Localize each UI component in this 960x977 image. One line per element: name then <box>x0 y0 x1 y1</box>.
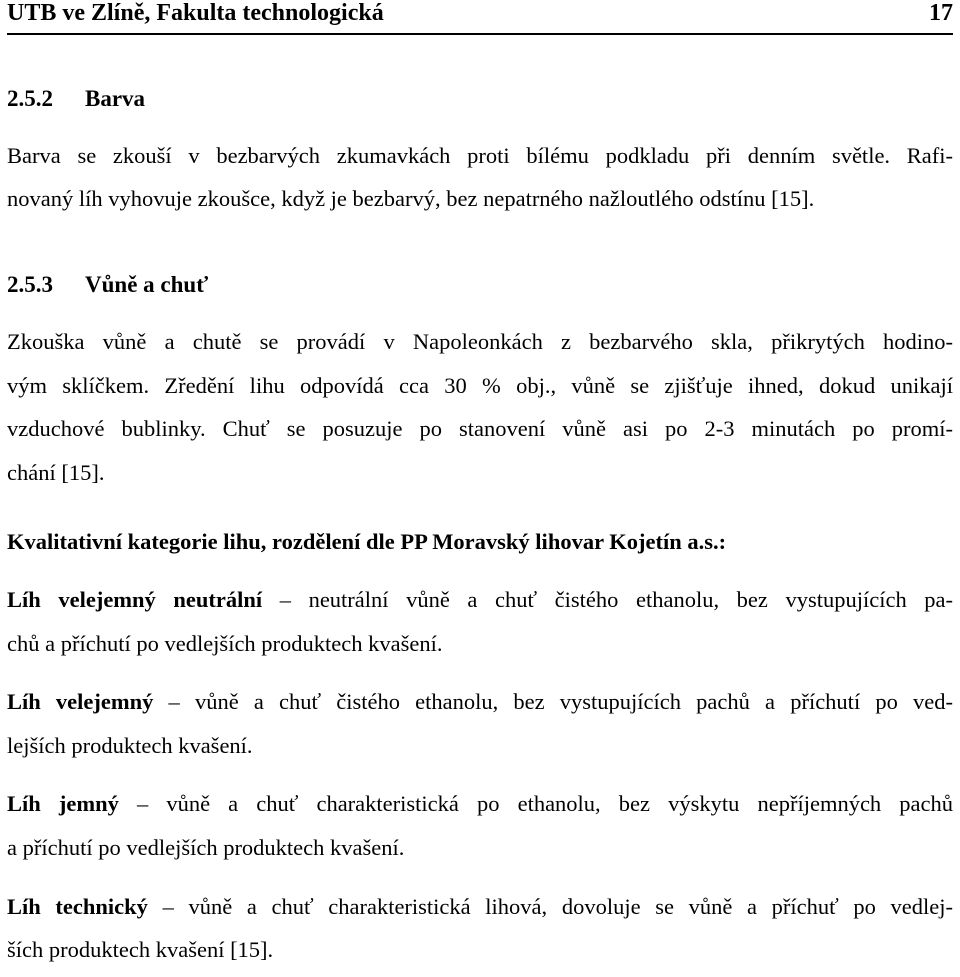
section-heading-barva <box>7 86 953 112</box>
paragraph-line: Barva se zkouší v bezbarvých zkumavkách proti bílému podkladu při denním světle. Rafi- <box>7 143 953 168</box>
paragraph-line: novaný líh vyhovuje zkoušce, když je bezbarvý, bez nepatrného nažloutlého odstínu [15]. <box>7 186 815 211</box>
section-number: 2.5.2 <box>7 86 53 111</box>
category-term: Líh technický <box>7 894 148 919</box>
paragraph-line: Zkouška vůně a chutě se provádí v Napoleonkách z bezbarvého skla, přikrytých hodino- <box>7 329 953 354</box>
header-rule <box>7 33 953 35</box>
paragraph-line: vzduchové bublinky. Chuť se posuzuje po stanovení vůně asi po 2-3 minutách po promí- <box>7 416 953 441</box>
category-term: Líh velejemný neutrální <box>7 587 263 612</box>
category-term: Líh jemný <box>7 791 119 816</box>
category-line: a příchutí po vedlejších produktech kvašení. <box>7 835 405 860</box>
section-title: Barva <box>85 86 146 111</box>
category-description: – vůně a chuť charakteristická lihová, dovoluje se vůně a příchuť po vedlej- <box>147 894 953 919</box>
category-line <box>7 587 953 613</box>
category-line <box>7 791 953 817</box>
category-description: – neutrální vůně a chuť čistého ethanolu, bez vystupujících pa- <box>262 587 953 612</box>
paragraph-line: vým sklíčkem. Zředění lihu odpovídá cca 30 % obj., vůně se zjišťuje ihned, dokud unikají <box>7 373 953 398</box>
category-line <box>7 894 953 920</box>
category-description: – vůně a chuť čistého ethanolu, bez vystupujících pachů a příchutí po ved- <box>153 689 953 714</box>
category-line: lejších produktech kvašení. <box>7 733 253 758</box>
category-heading: Kvalitativní kategorie lihu, rozdělení dle PP Moravský lihovar Kojetín a.s.: <box>7 529 727 554</box>
category-line <box>7 689 953 715</box>
category-description: – vůně a chuť charakteristická po ethanolu, bez výskytu nepříjemných pachů <box>118 791 954 816</box>
page-header <box>7 0 953 30</box>
category-line: ších produktech kvašení [15]. <box>7 937 274 962</box>
page-number: 17 <box>929 0 953 26</box>
category-term: Líh velejemný <box>7 689 154 714</box>
paragraph-line: chání [15]. <box>7 460 105 485</box>
section-title: Vůně a chuť <box>85 272 209 297</box>
section-number: 2.5.3 <box>7 272 53 297</box>
header-title: UTB ve Zlíně, Fakulta technologická <box>7 0 384 26</box>
section-heading-vune-a-chut <box>7 272 953 298</box>
category-line: chů a příchutí po vedlejších produktech kvašení. <box>7 631 443 656</box>
